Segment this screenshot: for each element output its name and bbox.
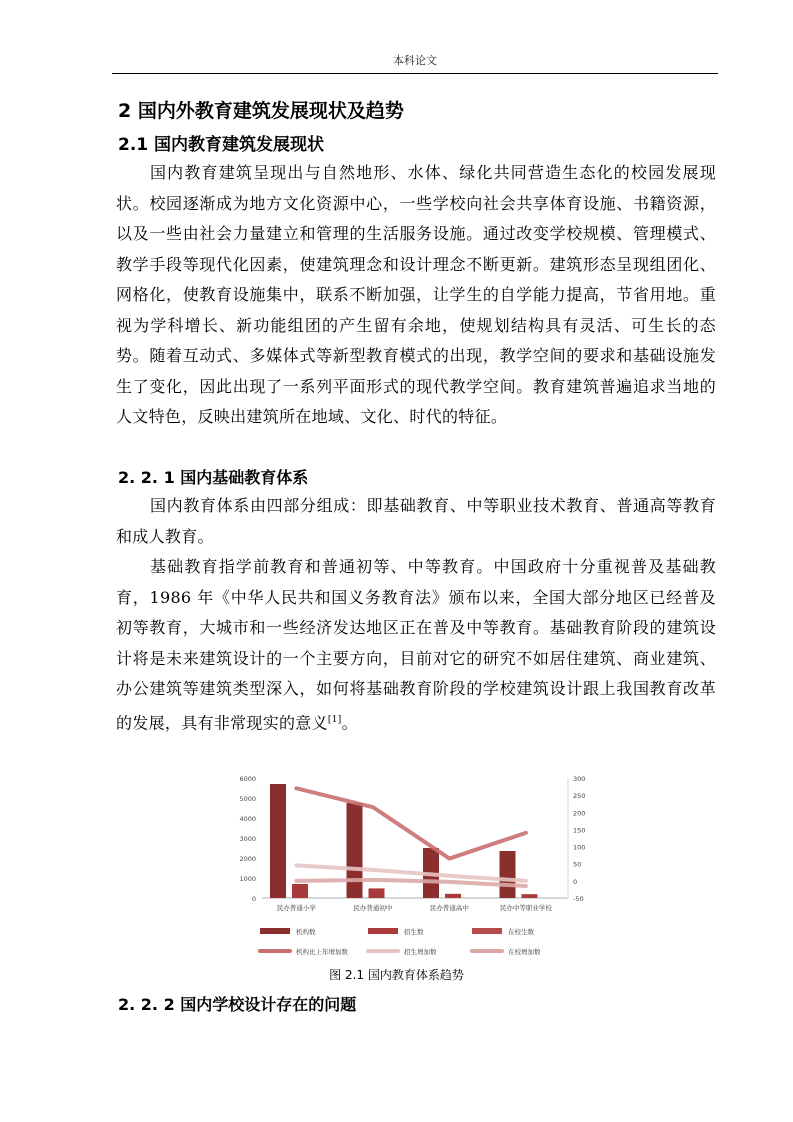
- page-header: 本科论文: [393, 54, 437, 67]
- legend-label-1: 招生数: [404, 928, 424, 936]
- left-tick-label: 6000: [239, 775, 256, 783]
- legend-swatch-2: [472, 928, 502, 934]
- left-tick-label: 3000: [239, 835, 256, 843]
- paragraph-3-text: 基础教育指学前教育和普通初等、中等教育。中国政府十分重视普及基础教育，1986 年《中华人民共和国义务教育法》颁布以来，全国大部分地区已经普及初等教育，大城市和一些经济发达地区正在普及中等教育。基础教育阶段的建筑设计将是未来建筑设计的一个主要方向，目前对它的研究不如居住建筑、商业建筑、办公建筑等建筑类型深入，如何将基础教育阶段的学校建筑设计跟上我国教育改革的发展，具有非常现实的意义: [116, 557, 716, 732]
- left-tick-label: 2000: [239, 855, 256, 863]
- subsection-heading-2-2-1: 2. 2. 1 国内基础教育体系: [118, 468, 309, 487]
- right-tick-label: 0: [573, 877, 578, 886]
- right-tick-label: 200: [573, 809, 586, 818]
- paragraph-2: 国内教育体系由四部分组成：即基础教育、中等职业技术教育、普通高等教育和成人教育。: [116, 496, 716, 546]
- legend-swatch-1: [368, 928, 398, 934]
- right-tick-label: 250: [573, 792, 586, 801]
- right-tick-label: -50: [573, 895, 584, 903]
- left-tick-label: 1000: [239, 875, 256, 883]
- right-tick-label: 150: [573, 826, 586, 835]
- bar-1-1: [369, 888, 385, 898]
- left-tick-label: 4000: [239, 815, 256, 823]
- subsection-heading-2-2-2: 2. 2. 2 国内学校设计存在的问题: [118, 995, 357, 1014]
- category-label: 民办普通小学: [276, 904, 316, 912]
- citation-ref: [1]: [327, 714, 342, 725]
- line-series-2: [296, 880, 526, 886]
- bar-0-1: [347, 803, 363, 898]
- bar-1-2: [445, 894, 461, 898]
- legend-label-0: 机构数: [296, 928, 316, 936]
- legend-swatch-0: [260, 928, 290, 934]
- paragraph-3-end: 。: [341, 712, 358, 732]
- paragraph-3: [116, 552, 716, 738]
- legend-label-5: 在校增加数: [508, 948, 541, 956]
- bar-0-3: [500, 851, 516, 898]
- left-tick-label: 0: [251, 895, 256, 903]
- chapter-heading: 2 国内外教育建筑发展现状及趋势: [118, 100, 404, 122]
- bar-1-0: [292, 884, 308, 898]
- paragraph-1: 国内教育建筑呈现出与自然地形、水体、绿化共同营造生态化的校园发展现状。校园逐渐成为地方文化资源中心，一些学校向社会共享体育设施、书籍资源，以及一些由社会力量建立和管理的生活服务设施。通过改变学校规模、管理模式、教学手段等现代化因素，使建筑理念和设计理念不断更新。建筑形态呈现组团化、网格化，使教育设施集中，联系不断加强，让学生的自学能力提高，节省用地。重视为学科增长、新功能组团的产生留有余地，使规划结构具有灵活、可生长的态势。随着互动式、多媒体式等新型教育模式的出现，教学空间的要求和基础设施发生了变化，因此出现了一系列平面形式的现代教学空间。教育建筑普遍追求当地的人文特色，反映出建筑所在地域、文化、时代的特征。: [116, 163, 716, 426]
- legend-label-4: 招生增加数: [404, 948, 437, 956]
- legend-label-2: 在校生数: [508, 928, 534, 936]
- figure-caption: 图 2.1 国内教育体系趋势: [329, 968, 464, 982]
- category-label: 民办中等职业学校: [499, 904, 552, 912]
- right-tick-label: 300: [573, 775, 586, 783]
- legend-label-3: 机构比上年增加数: [296, 948, 348, 956]
- category-label: 民办普通初中: [353, 904, 393, 912]
- section-heading: 2.1 国内教育建筑发展现状: [118, 135, 325, 155]
- category-label: 民办普通高中: [429, 904, 469, 912]
- right-tick-label: 50: [573, 860, 582, 869]
- left-tick-label: 5000: [239, 795, 256, 803]
- right-tick-label: 100: [573, 843, 586, 852]
- header-rule: [112, 73, 718, 74]
- education-trend-chart: [230, 768, 586, 963]
- bar-0-0: [270, 784, 286, 898]
- bar-1-3: [522, 894, 538, 898]
- line-series-0: [296, 788, 526, 858]
